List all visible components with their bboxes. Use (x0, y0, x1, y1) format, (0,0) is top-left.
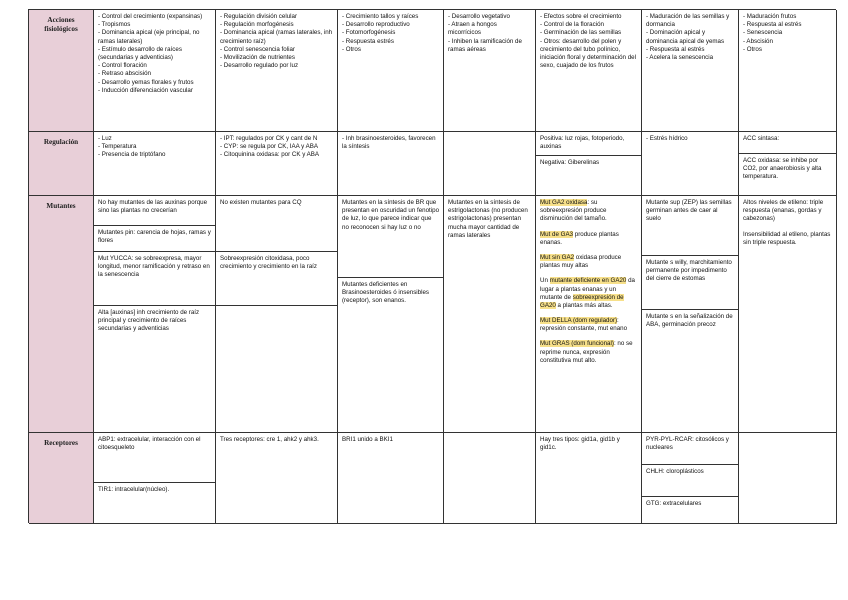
list-item: - Desarrollo vegetativo (448, 13, 510, 20)
list-item: - Presencia de triptófano (98, 151, 166, 159)
list-item: - Otros (743, 45, 762, 53)
list-item: - Fotomorfogénesis (342, 29, 396, 37)
regulacion-auxinas-cell (94, 132, 216, 196)
list-item: - Control floración (98, 62, 147, 70)
list-item: - Respuesta al estrés (646, 45, 705, 53)
text: : represión constante, mut enano (540, 317, 628, 333)
list-item: - Germinación de las semillas (540, 29, 622, 37)
receptores-estrigolactonas-cell (444, 433, 536, 524)
list-item: - Dominancia apical (ramas laterales, inh crecimiento raíz) (220, 29, 333, 45)
hormone-summary-table (28, 9, 836, 523)
receptores-aba-cell (642, 433, 739, 524)
mutantes-citoquininas-empty (216, 306, 337, 432)
cell-text: Mutantes en la síntesis de estrigolactonas (no producen estrigolactonas) presentan mucha mayor cantidad de ramas laterales (448, 199, 528, 239)
receptores-brasinoesteroides-cell (338, 433, 444, 524)
highlight: Mut sin GA2 (540, 253, 575, 261)
list-item: - Control del crecimiento (expansinas) (98, 13, 203, 20)
list-item: - Otros: desarrollo del polen y crecimiento del tubo polínico, iniciación floral y determinación del sexo, cuajado de los frutos (540, 37, 636, 70)
receptores-auxinas-cell (94, 433, 216, 524)
mutantes-citoquininas-item: Sobreexpresión citoxidasa, poco crecimiento y crecimiento en la raíz (216, 252, 337, 306)
regulacion-giberelinas-cell (536, 132, 642, 196)
list-item: - Respuesta estrés (342, 37, 394, 45)
list-item: - Respuesta al estrés (743, 21, 802, 29)
receptores-giberelinas-cell (536, 433, 642, 524)
list-item: - Control senescencia foliar (220, 45, 295, 53)
highlight: Mut de GA3 (540, 230, 574, 238)
giberelinas-mutante-p1 (540, 199, 637, 224)
mutantes-auxinas-item: No hay mutantes de las auxinas porque sino las plantas no crecerían (94, 196, 215, 226)
list-item: - Efectos sobre el crecimiento (540, 13, 622, 20)
list-item: - Dominancia apical (eje principal, no ramas laterales) (98, 29, 200, 45)
row-header-mutantes: Mutantes (29, 196, 94, 433)
receptores-aba-item: CHLH: cloroplásticos (642, 465, 738, 497)
list-item: - Estímulo desarrollo de raíces (secundarias y adventicias) (98, 45, 182, 61)
receptores-aba-item: GTG: extracelulares (646, 500, 702, 507)
list-item: - Abscisión (743, 37, 773, 45)
highlight: mutante deficiente en GA20 (549, 277, 627, 285)
list-item: - Senescencia (743, 29, 783, 37)
giberelinas-mutante-p5 (540, 317, 637, 333)
etileno-acc-oxidasa: ACC oxidasa: se inhibe por CO2, por anaerobiosis y alta temperatura. (743, 157, 822, 181)
text: Un (540, 277, 550, 285)
mutantes-auxinas-item: Mutantes pin: carencia de hojas, ramas y flores (94, 226, 215, 252)
mutantes-brasinoesteroides-cell (338, 196, 444, 433)
mutantes-aba-item: Mutante s willy, marchitamiento permanente por impedimento del cierre de estomas (642, 256, 738, 310)
list-item: - Otros (342, 45, 361, 53)
cell-text: Hay tres tipos: gid1a, gid1b y gid1c. (540, 436, 620, 452)
acciones-etileno-cell (739, 10, 837, 132)
list-item: - Inducción diferenciación vascular (98, 86, 193, 94)
acciones-estrigolactonas-cell (444, 10, 536, 132)
receptores-auxinas-item: TIR1: intracelular(núcleo). (98, 486, 170, 493)
list-item: - Crecimiento tallos y raíces (342, 13, 419, 20)
text: : no se reprime nunca, expresión constitutiva mut alto. (540, 340, 633, 364)
acciones-giberelinas-cell (536, 10, 642, 132)
mutantes-aba-item: Mutante s en la señalización de ABA, germinación precoz (646, 313, 733, 329)
cell-text: - Estrés hídrico (646, 135, 688, 142)
acciones-aba-cell (642, 10, 739, 132)
highlight: Mut GA2 oxidasa (540, 199, 588, 206)
mutantes-auxinas-item: Alta [auxinas] inh crecimiento de raíz principal y crecimiento de raíces secundarias y adventicias (98, 309, 200, 333)
list-item: - Regulación morfogénesis (220, 21, 294, 29)
regulacion-aba-cell (642, 132, 739, 196)
mutantes-aba-cell (642, 196, 739, 433)
mutantes-etileno-cell (739, 196, 837, 433)
mutantes-brasinoesteroides-item: Mutantes en la síntesis de BR que presentan en oscuridad un fenotipo de luz, lo que parece indicar que no reconocen si hay luz o no (338, 196, 443, 278)
mutantes-brasinoesteroides-item: Mutantes deficientes en Brasinoesteroides ó insensibles (receptor), son enanos. (342, 281, 430, 305)
list-item: - Maduración de las semillas y dormancia (646, 13, 730, 29)
list-item: - Inhiben la ramificación de ramas aéreas (448, 37, 522, 53)
giberelinas-mutante-p2 (540, 231, 637, 247)
list-item: - Citoquinina oxidasa: por CK y ABA (220, 151, 320, 159)
mutantes-giberelinas-cell (536, 196, 642, 433)
mutantes-aba-item: Mutante sup (ZEP) las semillas germinan antes de caer al suelo (642, 196, 738, 256)
list-item: - Tropismos (98, 21, 131, 29)
list-item: - Desarrollo yemas florales y frutos (98, 78, 194, 86)
list-item: - Temperatura (98, 143, 137, 151)
list-item: - Regulación división celular (220, 13, 298, 20)
mutantes-auxinas-cell (94, 196, 216, 433)
text: da lugar a plantas enanas y un mutante de (540, 277, 635, 301)
text: a plantas más altas. (555, 301, 613, 309)
regulacion-brasinoesteroides-cell (338, 132, 444, 196)
list-item: - Luz (98, 135, 112, 142)
receptores-citoquininas-cell (216, 433, 338, 524)
list-item: - Retraso abscisión (98, 70, 151, 78)
mutantes-auxinas-item: Mut YUCCA: se sobreexpresa, mayor longitud, menor ramificación y retraso en la senescencia (94, 252, 215, 306)
mutantes-citoquininas-item: No existen mutantes para CQ (216, 196, 337, 252)
list-item: - Atraen a hongos micorrícicos (448, 21, 497, 37)
mutantes-citoquininas-cell (216, 196, 338, 433)
list-item: - Dominación apical y dominancia apical de yemas (646, 29, 725, 45)
text: produce plantas enanas. (540, 230, 619, 246)
giberelinas-regulacion-positiva: Positiva: luz rojas, fotoperiodo, auxinas (536, 132, 641, 156)
giberelinas-regulacion-negativa: Negativa: Giberelinas (540, 159, 600, 166)
list-item: - Movilización de nutrientes (220, 53, 295, 61)
row-header-regulacion: Regulación (29, 132, 94, 196)
list-item: - Control de la floración (540, 21, 604, 29)
list-item: - Desarrollo reproductivo (342, 21, 410, 29)
list-item: - Acelera la senescencia (646, 53, 714, 61)
regulacion-etileno-cell (739, 132, 837, 196)
receptores-aba-item: PYR-PYL-RCAR: citosólicos y nucleares (642, 433, 738, 465)
cell-text: - Inh brasinoesteroides, favorecen la síntesis (342, 135, 436, 151)
regulacion-estrigolactonas-cell (444, 132, 536, 196)
cell-text: BRI1 unido a BKI1 (342, 436, 393, 443)
highlight: Mut GRAS (dom funcional) (540, 340, 614, 348)
text: oxidasa produce plantas muy altas (540, 253, 622, 270)
list-item: - IPT: regulados por CK y cant de N (220, 135, 318, 142)
giberelinas-mutante-p4 (540, 277, 637, 310)
cell-text: Altos niveles de etileno: triple respuesta (enanas, gordas y cabezonas) (743, 199, 824, 223)
giberelinas-mutante-p3 (540, 254, 637, 270)
giberelinas-mutante-p6 (540, 340, 637, 365)
row-header-acciones: Acciones fisiológicos (29, 10, 94, 132)
text: : su sobreexpresión produce disminución del tamaño. (540, 199, 607, 223)
acciones-citoquininas-cell (216, 10, 338, 132)
receptores-auxinas-item: ABP1: extracelular, interacción con el citoesqueleto (94, 433, 215, 483)
list-item: - Maduración frutos (743, 13, 797, 20)
cell-text: Insensibilidad al etileno, plantas sin triple respuesta. (743, 230, 831, 246)
highlight: Mut DELLA (dom regulador) (540, 317, 618, 325)
acciones-brasinoesteroides-cell (338, 10, 444, 132)
list-item: - CYP: se regula por CK, IAA y ABA (220, 143, 319, 151)
list-item: - Desarrollo regulado por luz (220, 62, 299, 70)
row-header-receptores: Receptores (29, 433, 94, 524)
cell-text: Tres receptores: cre 1, ahk2 y ahk3. (220, 436, 319, 443)
mutantes-estrigolactonas-cell (444, 196, 536, 433)
etileno-acc-sintasa: ACC sintasa: (739, 132, 836, 154)
receptores-etileno-cell (739, 433, 837, 524)
highlight: sobreexpresión de GA20 (540, 293, 624, 309)
regulacion-citoquininas-cell (216, 132, 338, 196)
acciones-auxinas-cell (94, 10, 216, 132)
